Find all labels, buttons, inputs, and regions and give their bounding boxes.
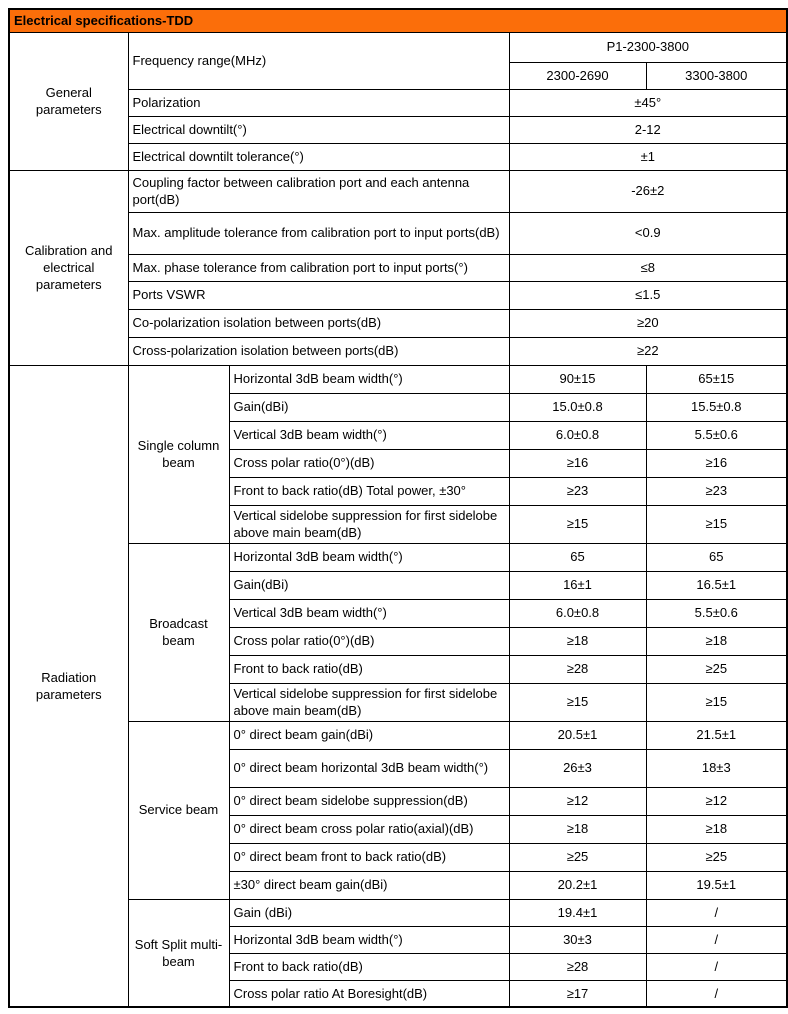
param-cell: ±30° direct beam gain(dBi) (229, 871, 509, 899)
param-cell: Coupling factor between calibration port and each antenna port(dB) (128, 170, 509, 212)
param-cell: Max. phase tolerance from calibration port to input ports(°) (128, 254, 509, 281)
param-cell: Gain(dBi) (229, 571, 509, 599)
param-cell: Cross polar ratio(0°)(dB) (229, 449, 509, 477)
table-row (9, 32, 787, 62)
spec-table (8, 8, 788, 1008)
value-cell: ±45° (509, 89, 787, 116)
value-cell: ≥25 (646, 843, 787, 871)
param-cell: Front to back ratio(dB) Total power, ±30° (229, 477, 509, 505)
section-label-general: General parameters (9, 32, 128, 170)
param-cell: Cross-polarization isolation between ports(dB) (128, 337, 509, 365)
value-cell: ≥12 (646, 787, 787, 815)
value-cell: ≥28 (509, 953, 646, 980)
value-cell: ≥12 (509, 787, 646, 815)
value-cell: 65±15 (646, 365, 787, 393)
param-cell: Cross polar ratio(0°)(dB) (229, 627, 509, 655)
value-cell: 5.5±0.6 (646, 599, 787, 627)
beam-group-label-broadcast: Broadcast beam (128, 543, 229, 721)
table-row (9, 365, 787, 393)
value-cell: ≥28 (509, 655, 646, 683)
param-cell: Polarization (128, 89, 509, 116)
param-cell: Horizontal 3dB beam width(°) (229, 365, 509, 393)
beam-group-label-single-column: Single column beam (128, 365, 229, 543)
value-cell: ≥17 (509, 980, 646, 1007)
param-cell: Vertical sidelobe suppression for first sidelobe above main beam(dB) (229, 683, 509, 721)
value-cell: ≥18 (646, 627, 787, 655)
value-cell: ≥25 (509, 843, 646, 871)
value-cell: ≥23 (509, 477, 646, 505)
param-cell: Vertical sidelobe suppression for first sidelobe above main beam(dB) (229, 505, 509, 543)
param-cell: Front to back ratio(dB) (229, 655, 509, 683)
value-cell: 19.4±1 (509, 899, 646, 926)
value-cell: / (646, 926, 787, 953)
param-cell: 0° direct beam front to back ratio(dB) (229, 843, 509, 871)
param-cell: 0° direct beam sidelobe suppression(dB) (229, 787, 509, 815)
param-cell: Front to back ratio(dB) (229, 953, 509, 980)
value-cell: 18±3 (646, 749, 787, 787)
table-title: Electrical specifications-TDD (9, 9, 787, 32)
value-cell: ≥25 (646, 655, 787, 683)
value-cell: 16±1 (509, 571, 646, 599)
band-low-header: 2300-2690 (509, 62, 646, 89)
value-cell: 65 (509, 543, 646, 571)
value-cell: 16.5±1 (646, 571, 787, 599)
param-cell: Horizontal 3dB beam width(°) (229, 926, 509, 953)
value-cell: 6.0±0.8 (509, 421, 646, 449)
param-cell: Electrical downtilt(°) (128, 116, 509, 143)
table-row (9, 170, 787, 212)
value-cell: 2-12 (509, 116, 787, 143)
value-cell: ≥18 (509, 627, 646, 655)
value-cell: 21.5±1 (646, 721, 787, 749)
value-cell: ≥20 (509, 309, 787, 337)
param-cell: Gain(dBi) (229, 393, 509, 421)
value-cell: 6.0±0.8 (509, 599, 646, 627)
beam-group-label-soft-split: Soft Split multi-beam (128, 899, 229, 1007)
value-cell: ≥16 (646, 449, 787, 477)
param-cell: Electrical downtilt tolerance(°) (128, 143, 509, 170)
title-row (9, 9, 787, 32)
section-label-radiation: Radiation parameters (9, 365, 128, 1007)
param-cell: Ports VSWR (128, 281, 509, 309)
value-cell: 15.0±0.8 (509, 393, 646, 421)
value-cell: 20.5±1 (509, 721, 646, 749)
value-cell: 20.2±1 (509, 871, 646, 899)
param-cell: 0° direct beam gain(dBi) (229, 721, 509, 749)
param-cell: 0° direct beam cross polar ratio(axial)(dB) (229, 815, 509, 843)
param-cell: 0° direct beam horizontal 3dB beam width(°) (229, 749, 509, 787)
value-cell: ≥18 (509, 815, 646, 843)
value-cell: ≥18 (646, 815, 787, 843)
value-cell: 15.5±0.8 (646, 393, 787, 421)
param-cell: Gain (dBi) (229, 899, 509, 926)
value-cell: ±1 (509, 143, 787, 170)
value-cell: <0.9 (509, 212, 787, 254)
param-cell: Vertical 3dB beam width(°) (229, 599, 509, 627)
param-cell: Co-polarization isolation between ports(dB) (128, 309, 509, 337)
value-cell: 30±3 (509, 926, 646, 953)
value-cell: ≥15 (646, 683, 787, 721)
beam-group-label-service: Service beam (128, 721, 229, 899)
value-cell: 19.5±1 (646, 871, 787, 899)
param-cell: Horizontal 3dB beam width(°) (229, 543, 509, 571)
model-header: P1-2300-3800 (509, 32, 787, 62)
value-cell: ≥22 (509, 337, 787, 365)
value-cell: 26±3 (509, 749, 646, 787)
value-cell: ≤8 (509, 254, 787, 281)
param-cell: Cross polar ratio At Boresight(dB) (229, 980, 509, 1007)
band-high-header: 3300-3800 (646, 62, 787, 89)
value-cell: ≥23 (646, 477, 787, 505)
value-cell: ≥15 (509, 683, 646, 721)
section-label-calibration: Calibration and electrical parameters (9, 170, 128, 365)
param-cell-frequency-range: Frequency range(MHz) (128, 32, 509, 89)
value-cell: / (646, 953, 787, 980)
param-cell: Max. amplitude tolerance from calibration port to input ports(dB) (128, 212, 509, 254)
value-cell: ≤1.5 (509, 281, 787, 309)
value-cell: 90±15 (509, 365, 646, 393)
value-cell: ≥16 (509, 449, 646, 477)
value-cell: / (646, 980, 787, 1007)
value-cell: 5.5±0.6 (646, 421, 787, 449)
value-cell: / (646, 899, 787, 926)
value-cell: ≥15 (646, 505, 787, 543)
param-cell: Vertical 3dB beam width(°) (229, 421, 509, 449)
value-cell: ≥15 (509, 505, 646, 543)
value-cell: -26±2 (509, 170, 787, 212)
value-cell: 65 (646, 543, 787, 571)
